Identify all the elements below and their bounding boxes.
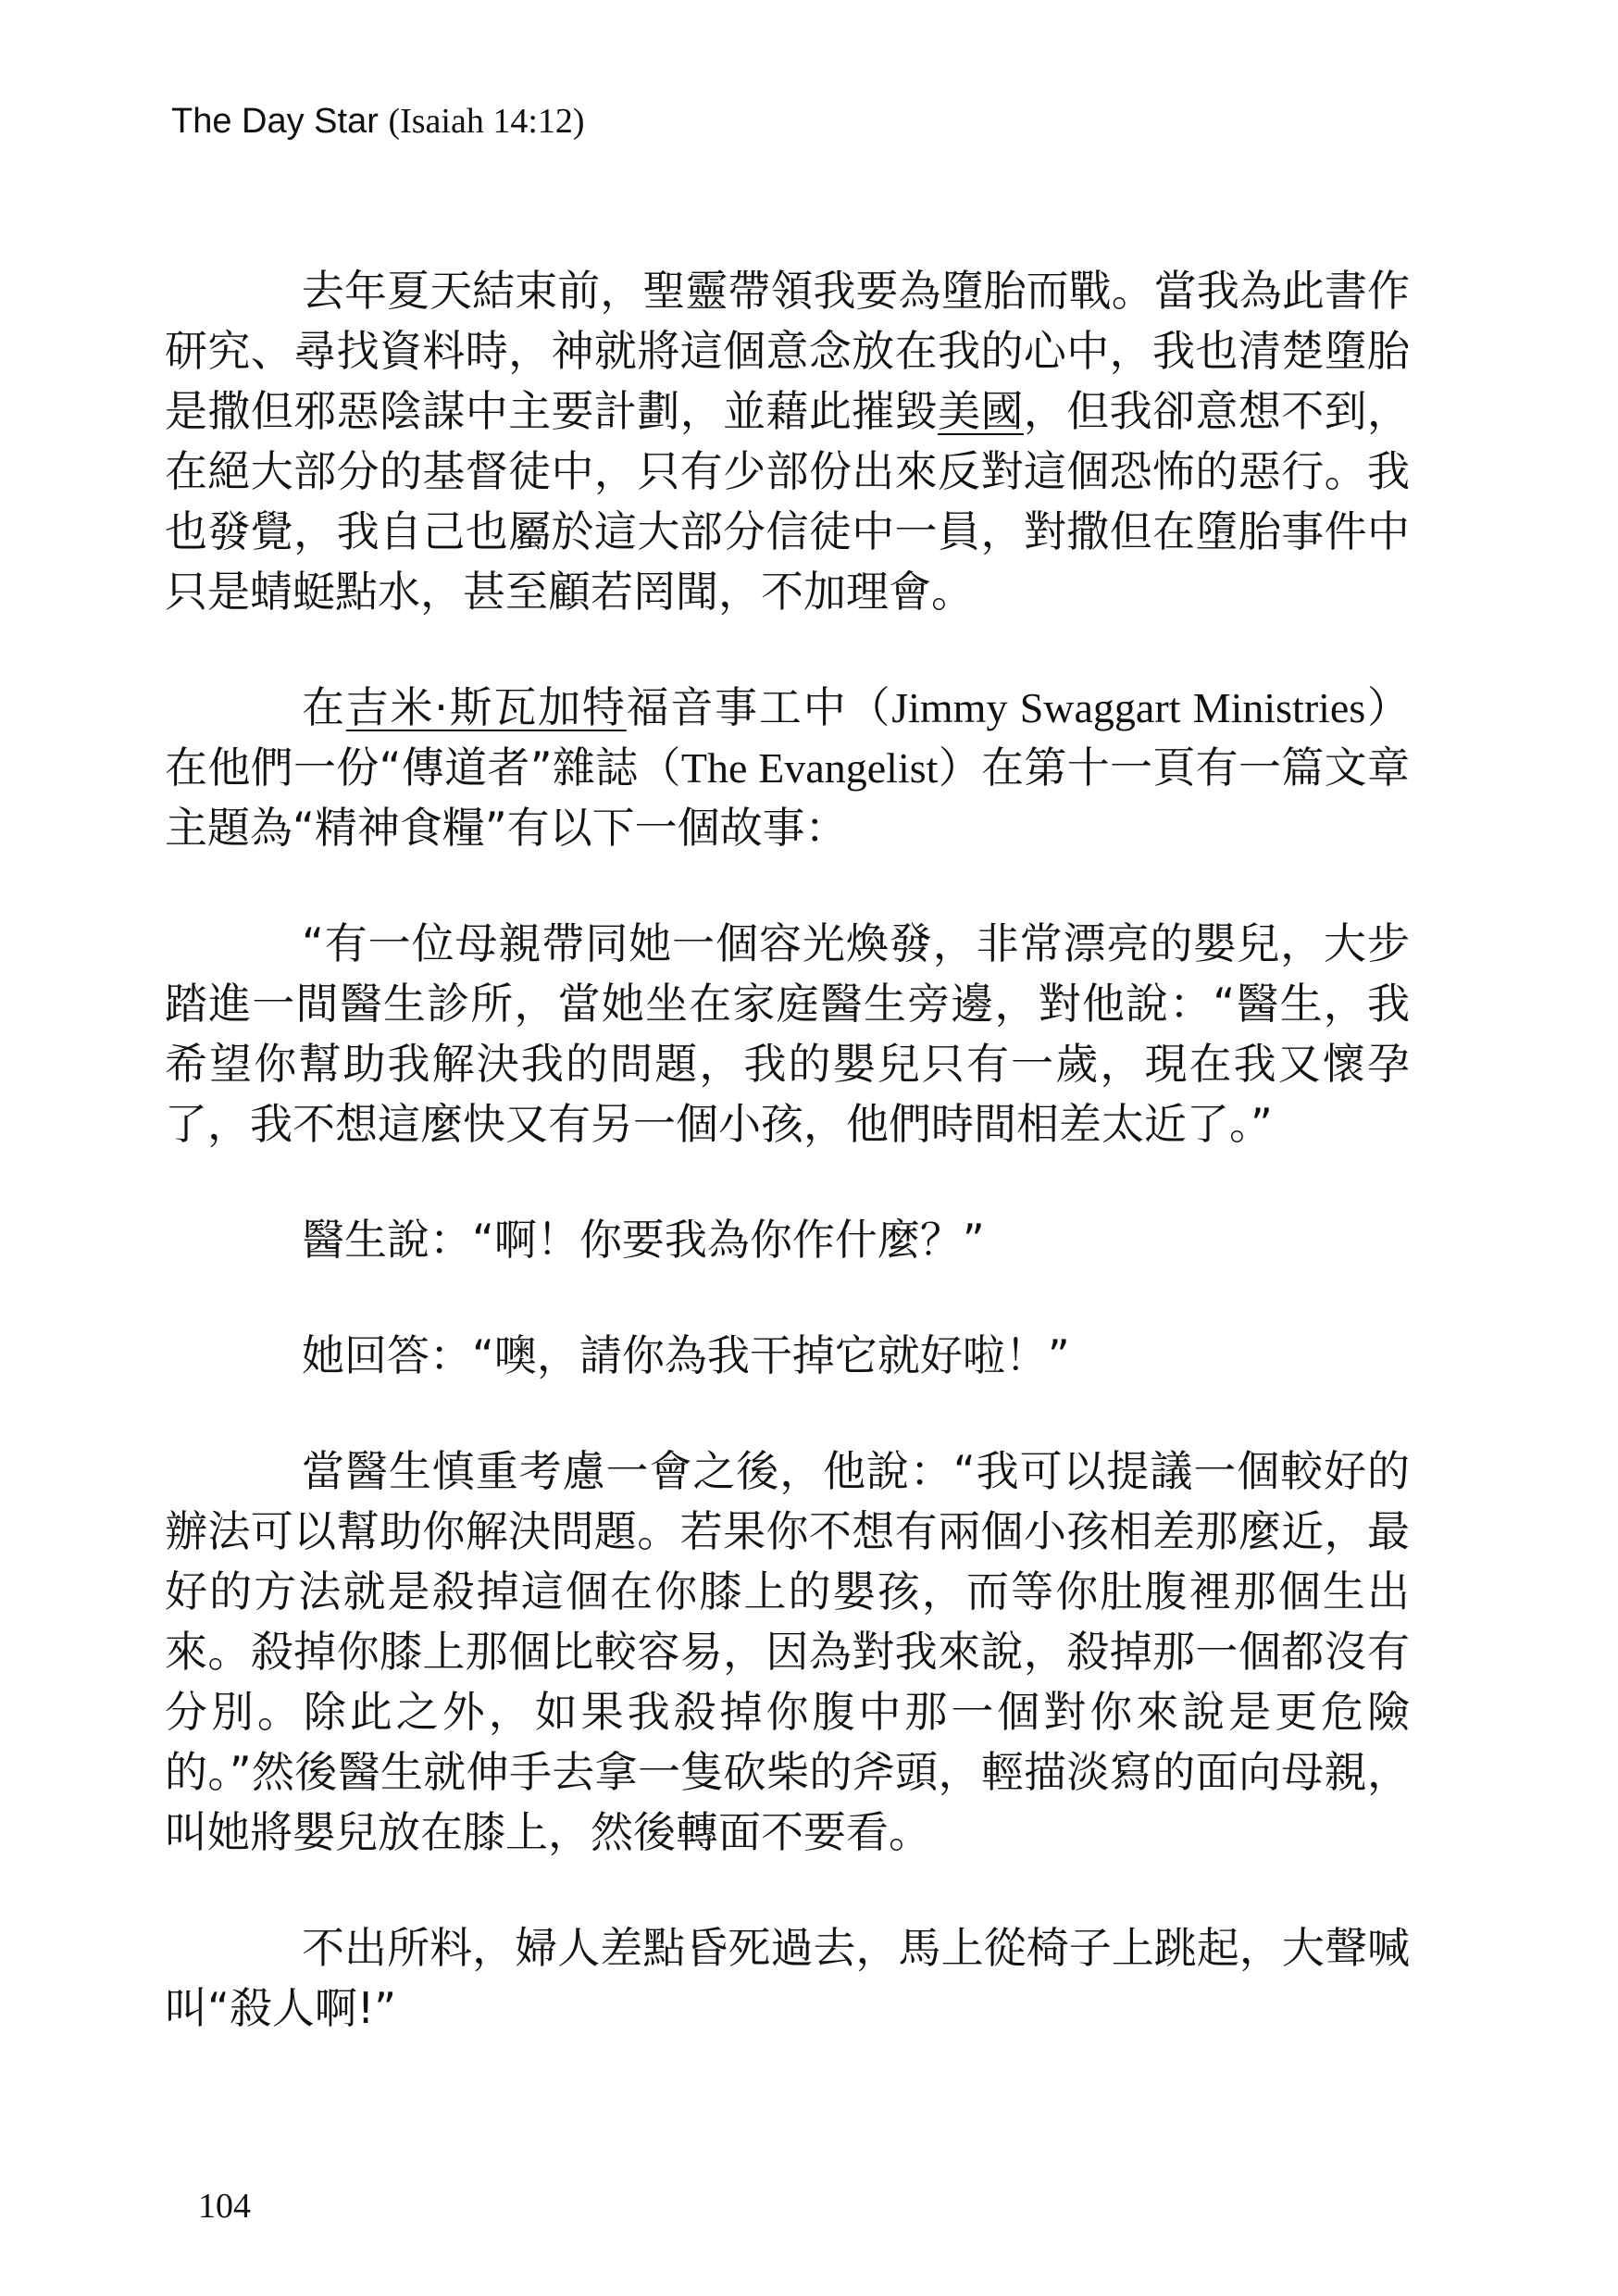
paragraph-6: 當醫生慎重考慮一會之後，他說：“我可以提議一個較好的辦法可以幫助你解決問題。若果你不想有兩個小孩相差那麼近，最好的方法就是殺掉這個在你膝上的嬰孩，而等你肚腹裡那個生出來。殺掉你膝上那個比較容易，因為對我來說，殺掉那一個都沒有分別。除此之外，如果我殺掉你腹中那一個對你來說是更危險的。”然後醫生就伸手去拿一隻砍柴的斧頭，輕描淡寫的面向母親，叫她將嬰兒放在膝上，然後轉面不要看。 bbox=[165, 1446, 1410, 1857]
magazine-english-name: The Evangelist bbox=[680, 744, 939, 792]
paragraph-1-text-start: 去年夏天結束前，聖靈帶領我要為墮胎而戰。當我為此書作研究、尋找資料時，神就將這個意念放在我的心中，我也清楚墮胎是撒但邪惡陰謀中主要計劃，並藉此摧毀 bbox=[165, 266, 1410, 436]
paragraph-5: 她回答：“噢，請你為我干掉它就好啦！” bbox=[302, 1330, 1070, 1380]
paragraph-3: “有一位母親帶同她一個容光煥發，非常漂亮的嬰兒，大步踏進一間醫生診所，當她坐在家庭醫生旁邊，對他說：“醫生，我希望你幫助我解決我的問題，我的嬰兒只有一歲，現在我又懷孕了，我不想這麼快又有另一個小孩，他們時間相差太近了。” bbox=[165, 918, 1410, 1149]
page-body bbox=[165, 261, 1410, 2094]
paragraph-1-text-end: ，但我卻意想不到，在絕大部分的基督徒中，只有少部份出來反對這個恐怖的惡行。我也發覺，我自己也屬於這大部分信徒中一員，對撒但在墮胎事件中只是蜻蜓點水，甚至顧若罔聞，不加理會。 bbox=[165, 386, 1411, 617]
header-title: The Day Star bbox=[171, 102, 379, 141]
paragraph-2-text-middle-2: ）在他們一份“傳道者”雜誌（ bbox=[165, 682, 1411, 792]
paragraph-2-text-start: 在 bbox=[302, 682, 346, 732]
paragraph-2-text-middle-1: 福音事工中（ bbox=[626, 682, 892, 732]
paragraph-2-text-end: ）在第十一頁有一篇文章主題為“精神食糧”有以下一個故事： bbox=[165, 742, 1410, 853]
paragraph-4: 醫生說：“啊！你要我為你作什麼？” bbox=[302, 1215, 985, 1265]
paragraph-2 bbox=[165, 678, 1410, 858]
ministry-english-name: Jimmy Swaggart Ministries bbox=[891, 684, 1366, 731]
header-scripture-reference: (Isaiah 14:12) bbox=[388, 102, 585, 141]
paragraph-1 bbox=[165, 261, 1410, 622]
page-number: 104 bbox=[198, 2187, 251, 2226]
underlined-person-name: 吉米·斯瓦加特 bbox=[345, 682, 627, 732]
underlined-place-name: 美國 bbox=[938, 386, 1024, 436]
running-header bbox=[171, 98, 585, 144]
paragraph-7: 不出所料，婦人差點昏死過去，馬上從椅子上跳起，大聲喊叫“殺人啊!” bbox=[165, 1923, 1410, 2033]
